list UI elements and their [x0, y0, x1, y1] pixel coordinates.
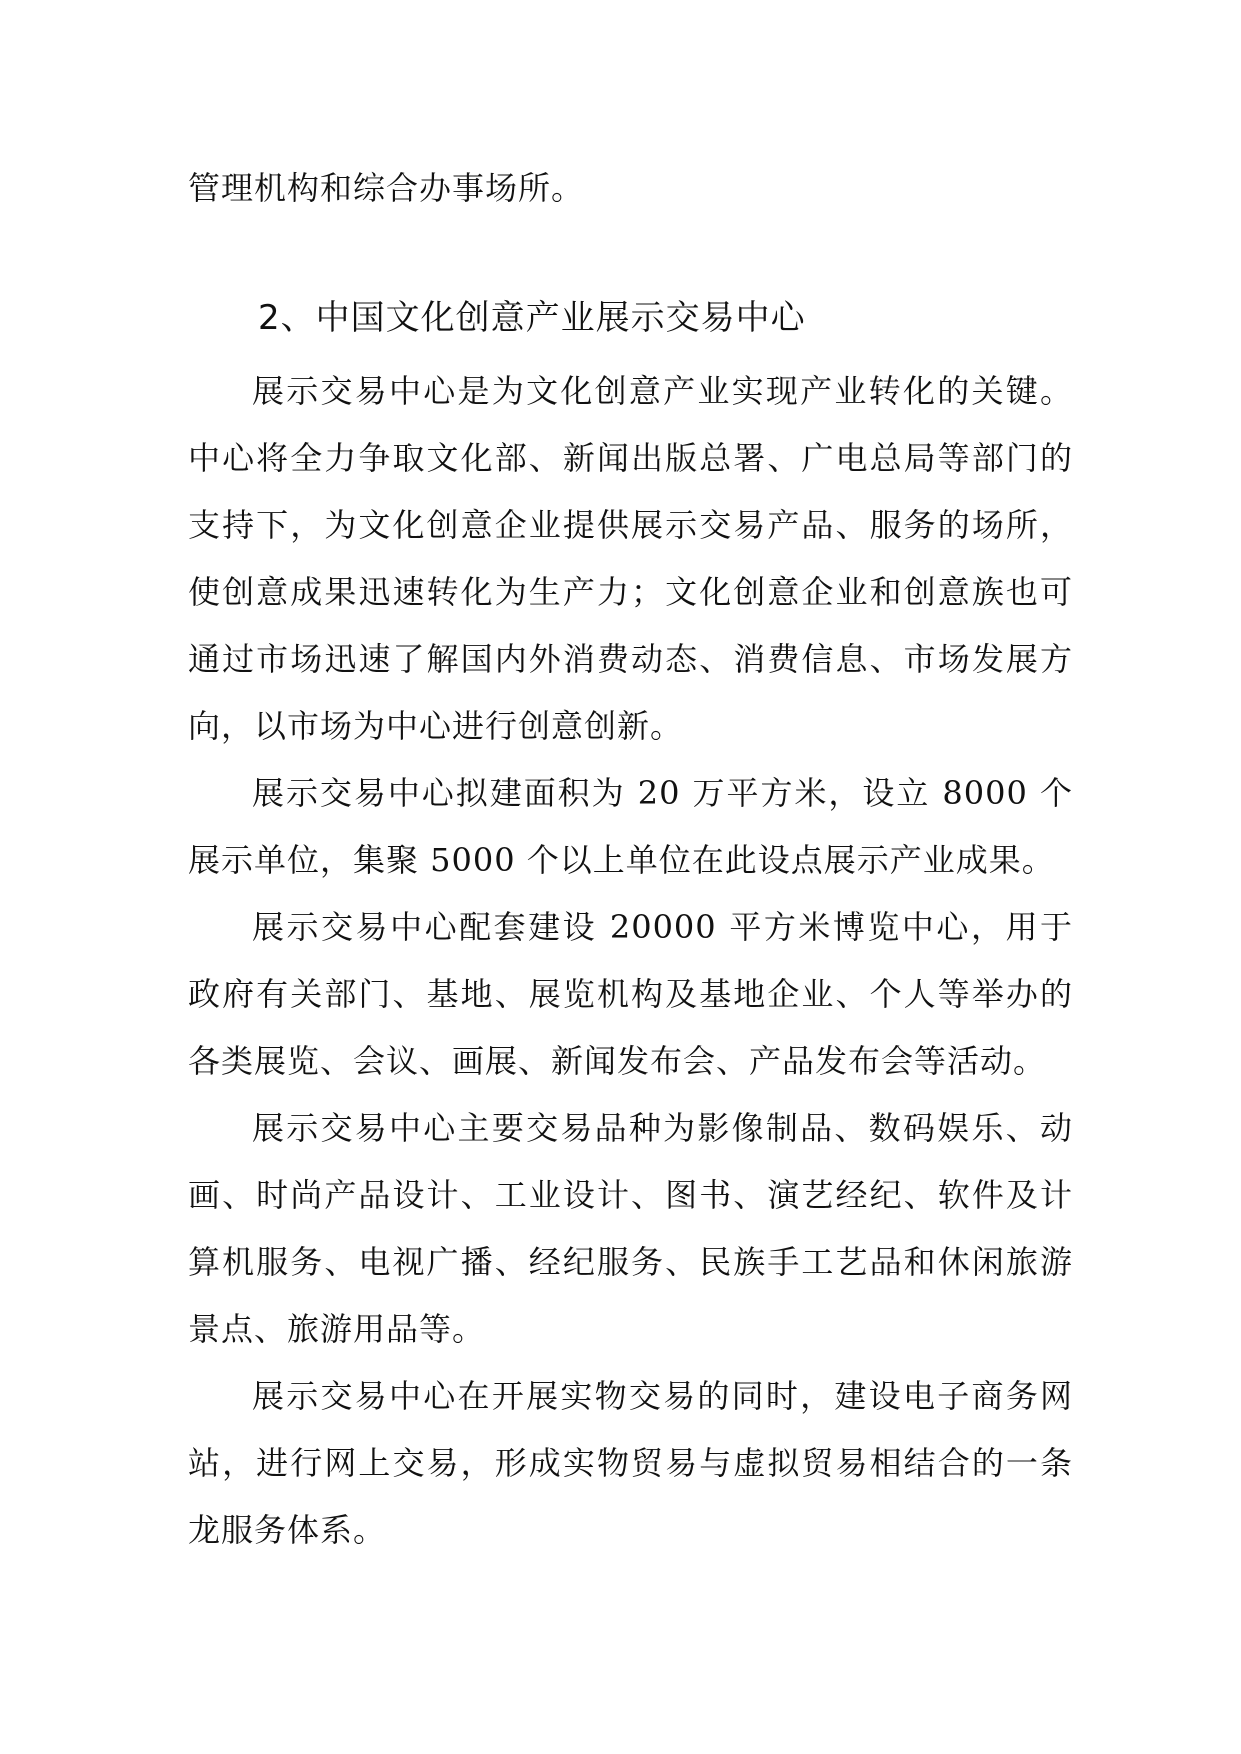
- continuation-paragraph: 管理机构和综合办事场所。: [188, 169, 585, 207]
- section-body: [188, 358, 1073, 1564]
- paragraph-e-commerce: 展示交易中心在开展实物交易的同时，建设电子商务网站，进行网上交易，形成实物贸易与虚拟贸易相结合的一条龙服务体系。: [188, 1377, 1073, 1549]
- paragraph-significance: 展示交易中心是为文化创意产业实现产业转化的关键。中心将全力争取文化部、新闻出版总署、广电总局等部门的支持下，为文化创意企业提供展示交易产品、服务的场所，使创意成果迅速转化为生产力；文化创意企业和创意族也可通过市场迅速了解国内外消费动态、消费信息、市场发展方向，以市场为中心进行创意创新。: [188, 372, 1073, 745]
- paragraph-expo-center: 展示交易中心配套建设 20000 平方米博览中心，用于政府有关部门、基地、展览机构及基地企业、个人等举办的各类展览、会议、画展、新闻发布会、产品发布会等活动。: [188, 908, 1073, 1080]
- paragraph-floor-area: 展示交易中心拟建面积为 20 万平方米，设立 8000 个展示单位，集聚 5000 个以上单位在此设点展示产业成果。: [188, 774, 1073, 879]
- paragraph-trade-categories: 展示交易中心主要交易品种为影像制品、数码娱乐、动画、时尚产品设计、工业设计、图书、演艺经纪、软件及计算机服务、电视广播、经纪服务、民族手工艺品和休闲旅游景点、旅游用品等。: [188, 1109, 1073, 1348]
- section-heading: 2、中国文化创意产业展示交易中心: [258, 298, 806, 338]
